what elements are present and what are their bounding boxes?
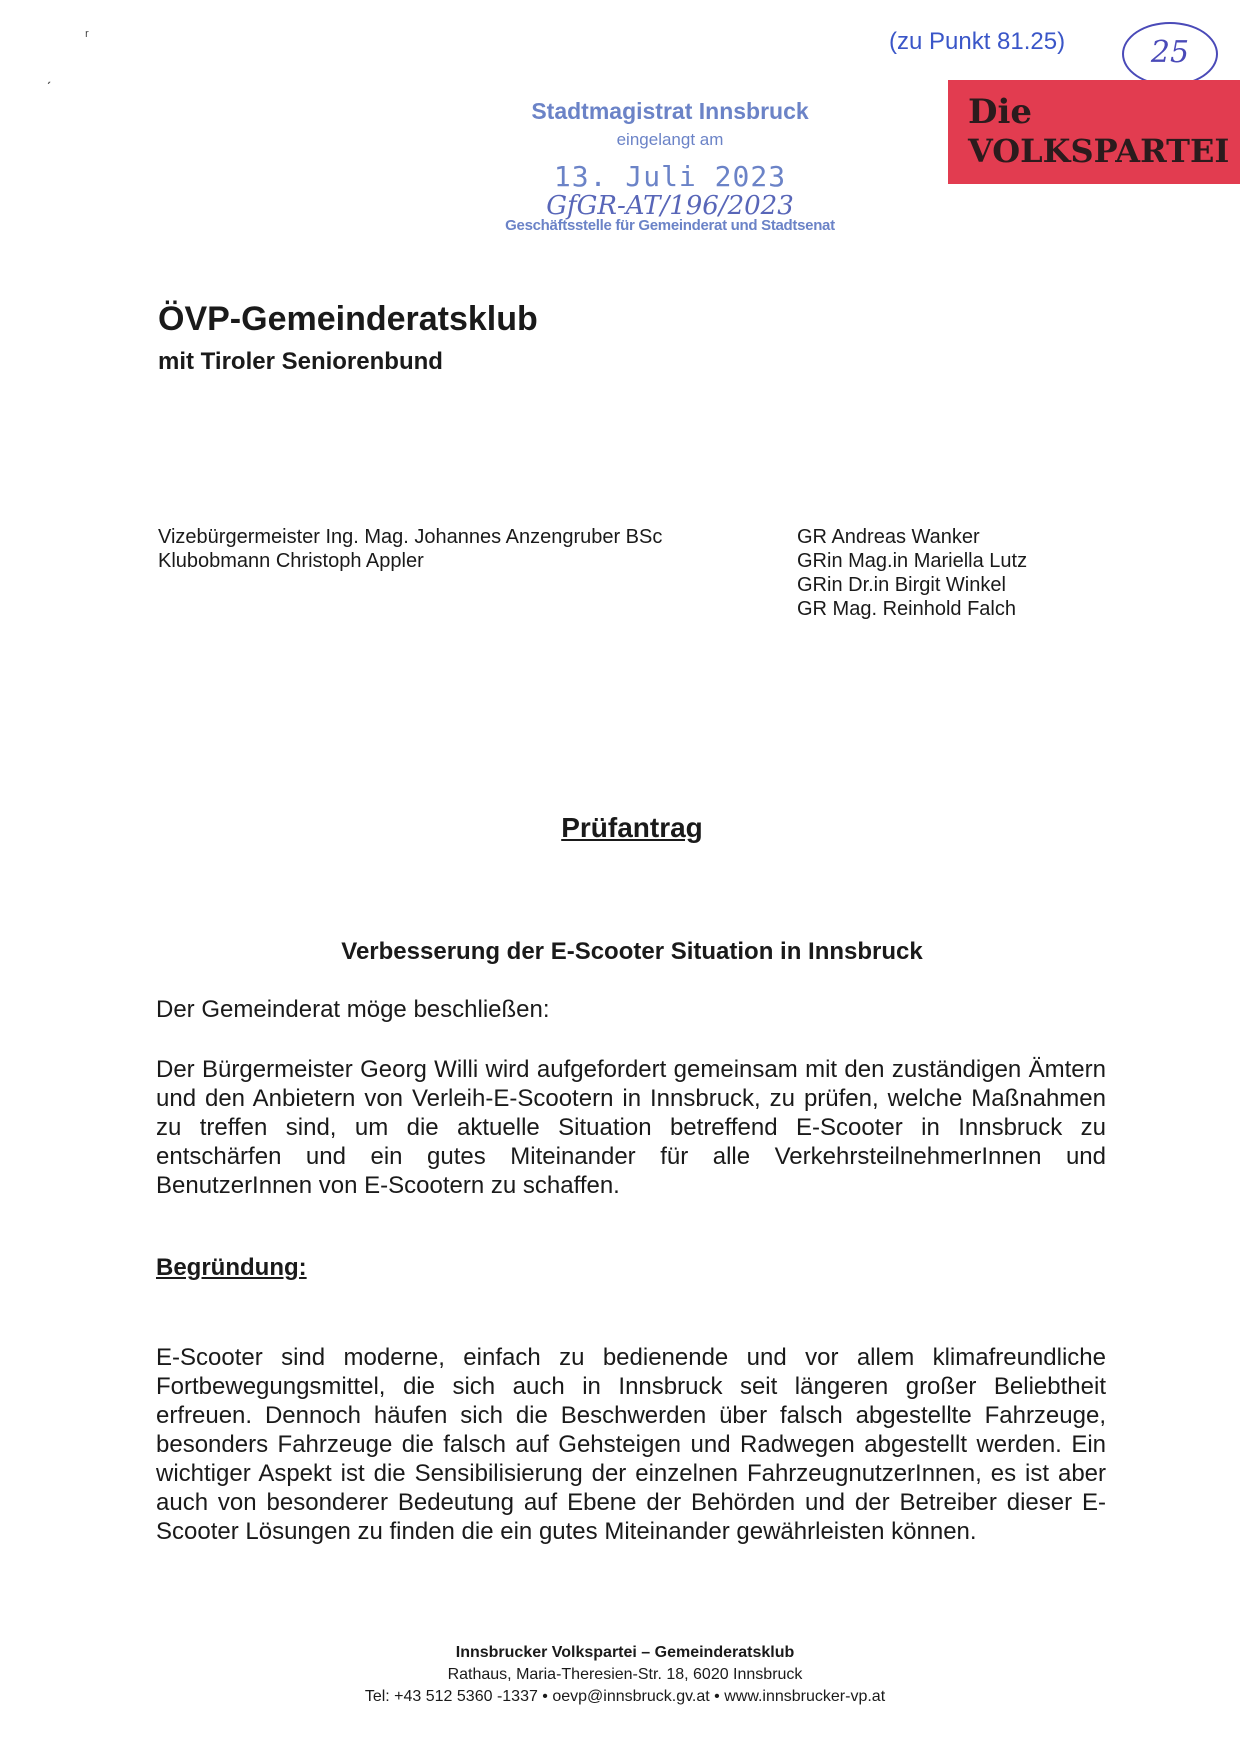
signer: GRin Dr.in Birgit Winkel [797, 574, 1006, 596]
reason-heading: Begründung: [156, 1254, 307, 1281]
signer: Klubobmann Christoph Appler [158, 550, 424, 572]
signer: GR Andreas Wanker [797, 526, 980, 548]
stamp-file-number: GfGR-AT/196/2023 [546, 191, 794, 221]
logo-line-1: Die [968, 92, 1033, 132]
pen-mark: ʳ [85, 28, 89, 45]
motion-intro: Der Gemeinderat möge beschließen: [156, 996, 550, 1023]
logo-line-2: VOLKSPARTEI [968, 132, 1230, 170]
motion-text: Der Bürgermeister Georg Willi wird aufgefordert gemeinsam mit den zuständigen Ämtern und den Anbietern von Verleih-E-Scootern in Innsbruck, zu prüfen, welche Maßnahmen zu treffen sind, um die aktuelle Situation betreffend E-Scooter in Innsbruck zu entschärfen und ein gutes Miteinander für alle VerkehrsteilnehmerInnen und BenutzerInnen von E-Scootern zu schaffen. [156, 1056, 1106, 1199]
stamp-received-label: eingelangt am [616, 130, 724, 149]
stamp-date: 13. Juli 2023 [553, 160, 787, 193]
handwritten-number: 25 [1122, 22, 1218, 86]
receipt-stamp [500, 98, 840, 234]
organization-name: ÖVP-Gemeinderatsklub [158, 300, 538, 338]
footer-org: Innsbrucker Volkspartei – Gemeinderatsklub [455, 1644, 795, 1661]
reference-note: (zu Punkt 81.25) [889, 28, 1066, 55]
document-subject: Verbesserung der E-Scooter Situation in Innsbruck [341, 938, 923, 965]
signer: GRin Mag.in Mariella Lutz [797, 550, 1028, 572]
party-logo [948, 80, 1240, 184]
signers-left [158, 525, 662, 573]
page-footer [0, 1642, 1240, 1708]
document-title: Prüfantrag [561, 812, 703, 843]
signers-right [797, 525, 1027, 621]
signer: GR Mag. Reinhold Falch [797, 598, 1016, 620]
signer: Vizebürgermeister Ing. Mag. Johannes Anzengruber BSc [158, 526, 663, 548]
stamp-office: Stadtmagistrat Innsbruck [531, 98, 809, 124]
organization-subtitle: mit Tiroler Seniorenbund [158, 348, 443, 375]
footer-address: Rathaus, Maria-Theresien-Str. 18, 6020 Innsbruck [447, 1666, 803, 1683]
footer-contact: Tel: +43 512 5360 -1337 • oevp@innsbruck.gv.at • www.innsbrucker-vp.at [364, 1688, 886, 1705]
pen-mark: ˏ [46, 68, 52, 85]
reason-text: E-Scooter sind moderne, einfach zu bedienende und vor allem klimafreundliche Fortbewegungsmittel, die sich auch in Innsbruck seit längeren großer Beliebtheit erfreuen. Dennoch häufen sich die Beschwerden über falsch abgestellte Fahrzeuge, besonders Fahrzeuge die falsch auf Gehsteigen und Radwegen abgestellt werden. Ein wichtiger Aspekt ist die Sensibilisierung der einzelnen FahrzeugnutzerInnen, es ist aber auch von besonderer Bedeutung auf Ebene der Behörden und der Betreiber dieser E-Scooter Lösungen zu finden die ein gutes Miteinander gewährleisten können. [156, 1344, 1106, 1545]
stamp-department: Geschäftsstelle für Gemeinderat und Stadtsenat [505, 217, 835, 234]
